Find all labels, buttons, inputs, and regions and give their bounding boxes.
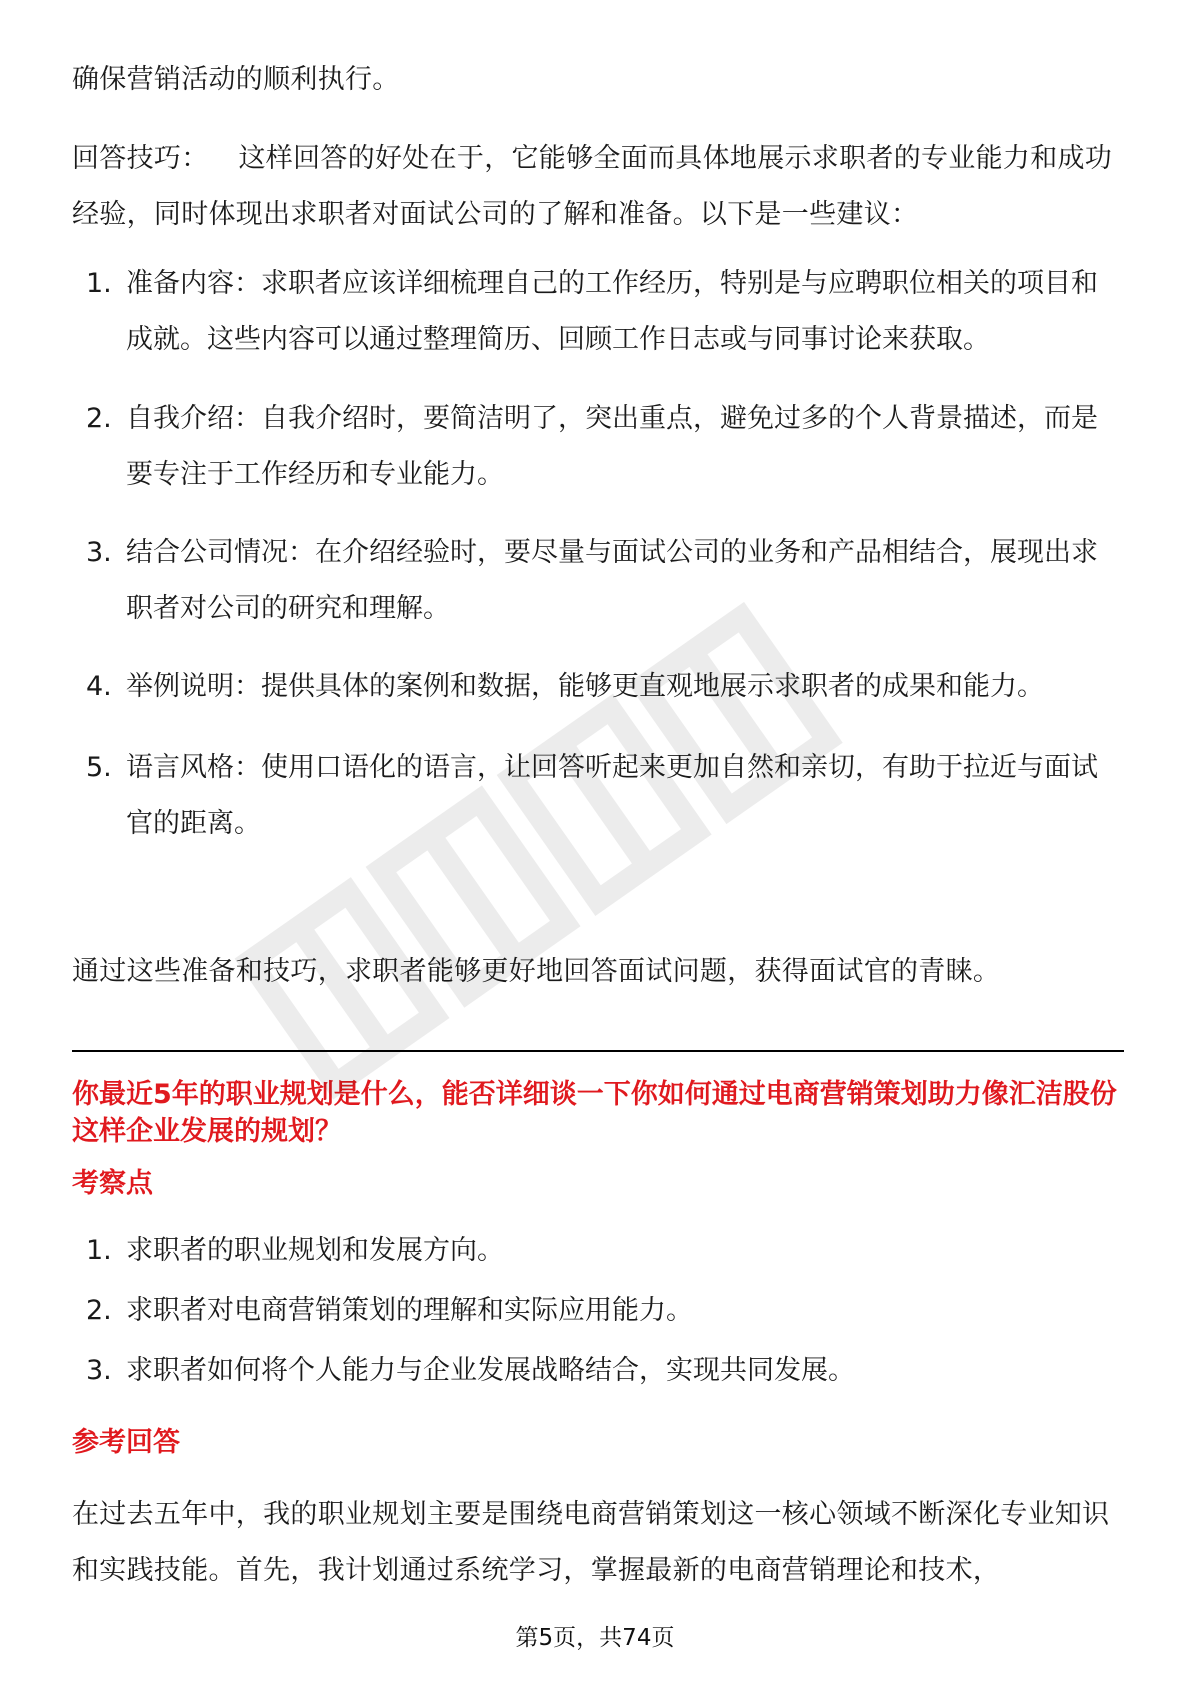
answer-tips-paragraph bbox=[72, 131, 1124, 243]
list-item-text: 结合公司情况：在介绍经验时，要尽量与面试公司的业务和产品相结合，展现出求职者对公司的研究和理解。 bbox=[126, 537, 1098, 624]
list-item bbox=[72, 525, 1124, 637]
list-item bbox=[72, 391, 1124, 503]
list-item-text: 语言风格：使用口语化的语言，让回答听起来更加自然和亲切，有助于拉近与面试官的距离。 bbox=[126, 752, 1098, 839]
intro-line: 确保营销活动的顺利执行。 bbox=[72, 64, 400, 95]
list-item-number: 3. bbox=[86, 537, 112, 568]
list-item bbox=[72, 1231, 1124, 1271]
list-item bbox=[72, 1351, 1124, 1391]
list-item-number: 1. bbox=[86, 1235, 112, 1266]
tips-text: 这样回答的好处在于，它能够全面而具体地展示求职者的专业能力和成功经验，同时体现出求职者对面试公司的了解和准备。以下是一些建议： bbox=[72, 143, 1113, 230]
answer-paragraph: 在过去五年中，我的职业规划主要是围绕电商营销策划这一核心领域不断深化专业知识和实践技能。首先，我计划通过系统学习，掌握最新的电商营销理论和技术， bbox=[72, 1499, 1110, 1586]
page-footer: 第5页，共74页 bbox=[515, 1625, 675, 1651]
list-item-number: 2. bbox=[86, 1295, 112, 1326]
list-item-text: 自我介绍：自我介绍时，要简洁明了，突出重点，避免过多的个人背景描述，而是要专注于工作经历和专业能力。 bbox=[126, 403, 1098, 490]
list-item bbox=[72, 256, 1124, 368]
list-item-number: 4. bbox=[86, 671, 112, 702]
list-item-number: 3. bbox=[86, 1355, 112, 1386]
list-item-number: 5. bbox=[86, 752, 112, 783]
list-item-text: 求职者的职业规划和发展方向。 bbox=[126, 1235, 504, 1266]
list-item-text: 准备内容：求职者应该详细梳理自己的工作经历，特别是与应聘职位相关的项目和成就。这些内容可以通过整理简历、回顾工作日志或与同事讨论来获取。 bbox=[126, 268, 1098, 355]
list-item-number: 1. bbox=[86, 268, 112, 299]
question-title: 你最近5年的职业规划是什么，能否详细谈一下你如何通过电商营销策划助力像汇洁股份这样企业发展的规划？ bbox=[72, 1079, 1117, 1147]
tips-label: 回答技巧： bbox=[72, 143, 209, 174]
list-item bbox=[72, 740, 1124, 852]
list-item bbox=[72, 1291, 1124, 1331]
list-item-number: 2. bbox=[86, 403, 112, 434]
list-item-text: 举例说明：提供具体的案例和数据，能够更直观地展示求职者的成果和能力。 bbox=[126, 671, 1044, 702]
list-item-text: 求职者对电商营销策划的理解和实际应用能力。 bbox=[126, 1295, 693, 1326]
list-item bbox=[72, 659, 1124, 715]
closing-paragraph: 通过这些准备和技巧，求职者能够更好地回答面试问题，获得面试官的青睐。 bbox=[72, 956, 1001, 987]
points-heading: 考察点 bbox=[72, 1168, 153, 1199]
answer-heading: 参考回答 bbox=[72, 1427, 180, 1458]
list-item-text: 求职者如何将个人能力与企业发展战略结合，实现共同发展。 bbox=[126, 1355, 855, 1386]
section-divider bbox=[72, 1050, 1124, 1052]
